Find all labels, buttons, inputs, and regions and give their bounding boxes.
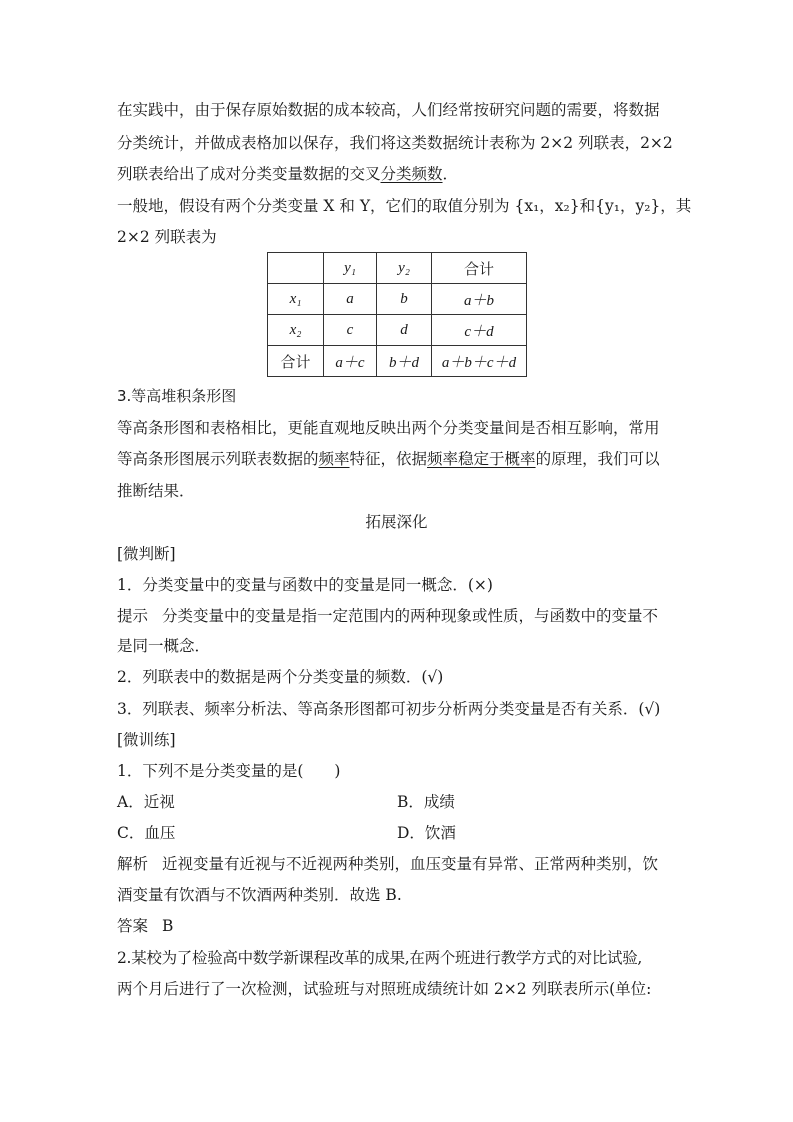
analysis-line-2: 酒变量有饮酒与不饮酒两种类别．故选 B. bbox=[117, 886, 402, 904]
answer-value: B bbox=[162, 917, 174, 935]
table-cell: a＋c bbox=[324, 346, 377, 377]
table-header-row bbox=[268, 253, 527, 284]
option-c: C．血压 bbox=[117, 824, 176, 842]
table-row bbox=[268, 346, 527, 377]
hint-line-2: 是同一概念． bbox=[117, 637, 211, 655]
judge-tag: [微判断] bbox=[117, 545, 176, 563]
option-d: D．饮酒 bbox=[397, 824, 456, 842]
intro-line-3 bbox=[117, 164, 458, 184]
analysis-text: 近视变量有近视与不近视两种类别，血压变量有异常、正常两种类别，饮 bbox=[162, 855, 659, 873]
underlined-term-stability: 频率稳定于概率 bbox=[427, 450, 536, 468]
section3-line-2-b: 特征，依据 bbox=[349, 450, 428, 468]
section-title: 3.等高堆积条形图 bbox=[117, 387, 237, 405]
table-cell: a bbox=[324, 284, 377, 315]
analysis-label: 解析 bbox=[117, 855, 149, 873]
table-cell: a＋b bbox=[432, 284, 527, 315]
table-row bbox=[268, 284, 527, 315]
table-cell: 合计 bbox=[268, 346, 324, 377]
table-cell: y₂ bbox=[377, 253, 432, 284]
intro-line-3-text: 列联表给出了成对分类变量数据的交叉 bbox=[117, 165, 381, 183]
expand-heading: 拓展深化 bbox=[365, 513, 428, 531]
contingency-table bbox=[267, 252, 527, 377]
train-tag: [微训练] bbox=[117, 731, 176, 749]
general-line-1: 一般地，假设有两个分类变量 X 和 Y，它们的取值分别为 {x₁，x₂}和{y₁，y₂}，其 bbox=[117, 197, 692, 215]
intro-line-1: 在实践中，由于保存原始数据的成本较高，人们经常按研究问题的需要，将数据 bbox=[117, 101, 660, 119]
judge-item-1: 1．分类变量中的变量与函数中的变量是同一概念．(×) bbox=[117, 576, 493, 594]
hint-line-1 bbox=[117, 606, 658, 626]
question-2-line-2: 两个月后进行了一次检测，试验班与对照班成绩统计如 2×2 列联表所示(单位: bbox=[117, 980, 652, 998]
table-cell: b bbox=[377, 284, 432, 315]
table-cell: a＋b＋c＋d bbox=[432, 346, 527, 377]
table-cell bbox=[268, 253, 324, 284]
question-2-line-1: 2.某校为了检验高中数学新课程改革的成果,在两个班进行教学方式的对比试验, bbox=[117, 949, 643, 967]
hint-text: 分类变量中的变量是指一定范围内的两种现象或性质，与函数中的变量不 bbox=[162, 607, 659, 625]
judge-item-3: 3．列联表、频率分析法、等高条形图都可初步分析两分类变量是否有关系．(√) bbox=[117, 700, 661, 718]
section3-line-1: 等高条形图和表格相比，更能直观地反映出两个分类变量间是否相互影响，常用 bbox=[117, 419, 660, 437]
table-cell: c bbox=[324, 315, 377, 346]
intro-line-3-end: ． bbox=[442, 165, 459, 183]
table-cell: c＋d bbox=[432, 315, 527, 346]
underlined-term-frequency: 分类频数 bbox=[380, 165, 443, 183]
table-cell: x₂ bbox=[268, 315, 324, 346]
analysis-line-1 bbox=[117, 854, 658, 874]
question-1: 1．下列不是分类变量的是( ) bbox=[117, 762, 341, 780]
hint-label: 提示 bbox=[117, 607, 149, 625]
option-a: A．近视 bbox=[117, 793, 175, 811]
table-cell: b＋d bbox=[377, 346, 432, 377]
general-line-2: 2×2 列联表为 bbox=[117, 228, 217, 246]
section3-line-3: 推断结果． bbox=[117, 482, 195, 500]
intro-line-2: 分类统计，并做成表格加以保存，我们将这类数据统计表称为 2×2 列联表，2×2 bbox=[117, 134, 673, 152]
table-cell: x₁ bbox=[268, 284, 324, 315]
table-cell: y₁ bbox=[324, 253, 377, 284]
underlined-term-rate: 频率 bbox=[318, 450, 350, 468]
table-row bbox=[268, 315, 527, 346]
judge-item-2: 2．列联表中的数据是两个分类变量的频数．(√) bbox=[117, 668, 444, 686]
section3-line-2-a: 等高条形图展示列联表数据的 bbox=[117, 450, 319, 468]
section3-line-2-c: 的原理，我们可以 bbox=[535, 450, 660, 468]
table-cell: 合计 bbox=[432, 253, 527, 284]
option-b: B．成绩 bbox=[397, 793, 455, 811]
answer-line bbox=[117, 916, 173, 936]
table-cell: d bbox=[377, 315, 432, 346]
section3-line-2 bbox=[117, 449, 660, 469]
answer-label: 答案 bbox=[117, 917, 149, 935]
